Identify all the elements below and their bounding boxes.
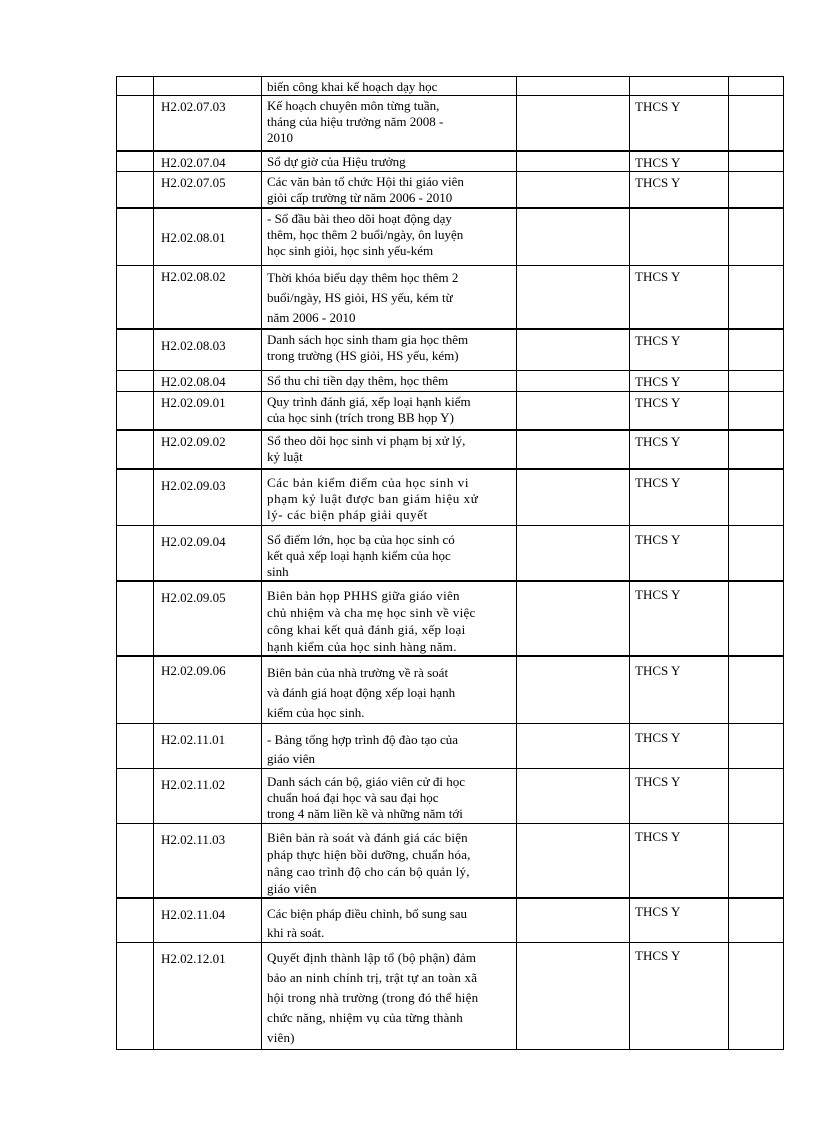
code-cell: H2.02.09.05 — [154, 581, 262, 656]
table-row — [117, 525, 784, 581]
code-cell: H2.02.11.01 — [154, 724, 262, 769]
code-cell: H2.02.09.06 — [154, 656, 262, 724]
table-row — [117, 581, 784, 656]
remark-cell — [729, 96, 784, 151]
index-cell — [117, 525, 154, 581]
index-cell — [117, 208, 154, 265]
description-cell: Các văn bản tổ chức Hội thi giáo viên giỏi cấp trường từ năm 2006 - 2010 — [262, 171, 517, 208]
table-row — [117, 265, 784, 329]
notes-cell — [517, 265, 630, 329]
level-cell: THCS Y — [630, 370, 729, 391]
code-cell: H2.02.08.01 — [154, 208, 262, 265]
remark-cell — [729, 77, 784, 96]
index-cell — [117, 77, 154, 96]
remark-cell — [729, 430, 784, 469]
table-row — [117, 208, 784, 265]
level-cell: THCS Y — [630, 171, 729, 208]
notes-cell — [517, 769, 630, 824]
description-cell: Biên bản rà soát và đánh giá các biện pháp thực hiện bồi dưỡng, chuẩn hóa, nâng cao trình độ cho cán bộ quản lý, giáo viên — [262, 824, 517, 899]
table-row — [117, 391, 784, 430]
index-cell — [117, 265, 154, 329]
table-row — [117, 656, 784, 724]
description-cell: Các biện pháp điều chỉnh, bổ sung sau khi rà soát. — [262, 898, 517, 943]
description-cell: Sổ dự giờ của Hiệu trưởng — [262, 151, 517, 172]
code-cell — [154, 77, 262, 96]
index-cell — [117, 370, 154, 391]
level-cell: THCS Y — [630, 391, 729, 430]
table-row — [117, 469, 784, 525]
notes-cell — [517, 656, 630, 724]
index-cell — [117, 171, 154, 208]
index-cell — [117, 769, 154, 824]
description-cell: - Sổ đầu bài theo dõi hoạt động dạy thêm, học thêm 2 buổi/ngày, ôn luyện học sinh giỏi, học sinh yếu-kém — [262, 208, 517, 265]
notes-cell — [517, 391, 630, 430]
description-cell: Quy trình đánh giá, xếp loại hạnh kiểm của học sinh (trích trong BB họp Y) — [262, 391, 517, 430]
level-cell: THCS Y — [630, 898, 729, 943]
notes-cell — [517, 898, 630, 943]
notes-cell — [517, 151, 630, 172]
code-cell: H2.02.09.01 — [154, 391, 262, 430]
notes-cell — [517, 329, 630, 370]
table-row — [117, 898, 784, 943]
table-row — [117, 769, 784, 824]
remark-cell — [729, 724, 784, 769]
description-cell: Biên bản họp PHHS giữa giáo viên chủ nhiệm và cha mẹ học sinh về việc công khai kết quả đánh giá, xếp loại hạnh kiểm của học sinh hàng năm. — [262, 581, 517, 656]
table-row — [117, 370, 784, 391]
code-cell: H2.02.07.05 — [154, 171, 262, 208]
description-cell: Sổ điểm lớn, học bạ của học sinh có kết quả xếp loại hạnh kiểm của học sinh — [262, 525, 517, 581]
remark-cell — [729, 581, 784, 656]
description-cell: Sổ thu chi tiền dạy thêm, học thêm — [262, 370, 517, 391]
notes-cell — [517, 430, 630, 469]
remark-cell — [729, 943, 784, 1050]
table-body — [117, 77, 784, 1050]
remark-cell — [729, 898, 784, 943]
notes-cell — [517, 824, 630, 899]
notes-cell — [517, 96, 630, 151]
level-cell — [630, 77, 729, 96]
notes-cell — [517, 525, 630, 581]
level-cell: THCS Y — [630, 656, 729, 724]
description-cell: Kế hoạch chuyên môn từng tuần, tháng của hiệu trưởng năm 2008 - 2010 — [262, 96, 517, 151]
level-cell: THCS Y — [630, 525, 729, 581]
description-cell: Danh sách cán bộ, giáo viên cử đi học chuẩn hoá đại học và sau đại học trong 4 năm liền kề và những năm tới — [262, 769, 517, 824]
code-cell: H2.02.09.03 — [154, 469, 262, 525]
index-cell — [117, 391, 154, 430]
remark-cell — [729, 370, 784, 391]
remark-cell — [729, 208, 784, 265]
level-cell: THCS Y — [630, 96, 729, 151]
remark-cell — [729, 151, 784, 172]
table-row — [117, 77, 784, 96]
remark-cell — [729, 329, 784, 370]
description-cell: Thời khóa biểu dạy thêm học thêm 2 buổi/ngày, HS giỏi, HS yếu, kém từ năm 2006 - 2010 — [262, 265, 517, 329]
notes-cell — [517, 469, 630, 525]
table-row — [117, 329, 784, 370]
level-cell: THCS Y — [630, 469, 729, 525]
remark-cell — [729, 469, 784, 525]
table-row — [117, 151, 784, 172]
index-cell — [117, 430, 154, 469]
notes-cell — [517, 77, 630, 96]
level-cell: THCS Y — [630, 769, 729, 824]
table-row — [117, 943, 784, 1050]
evidence-table — [116, 76, 784, 1050]
table-row — [117, 171, 784, 208]
level-cell: THCS Y — [630, 943, 729, 1050]
code-cell: H2.02.09.02 — [154, 430, 262, 469]
code-cell: H2.02.11.04 — [154, 898, 262, 943]
index-cell — [117, 329, 154, 370]
description-cell: biến công khai kế hoạch dạy học — [262, 77, 517, 96]
level-cell: THCS Y — [630, 824, 729, 899]
notes-cell — [517, 581, 630, 656]
level-cell: THCS Y — [630, 329, 729, 370]
index-cell — [117, 151, 154, 172]
table-row — [117, 430, 784, 469]
index-cell — [117, 581, 154, 656]
index-cell — [117, 469, 154, 525]
level-cell: THCS Y — [630, 724, 729, 769]
remark-cell — [729, 265, 784, 329]
index-cell — [117, 724, 154, 769]
level-cell: THCS Y — [630, 430, 729, 469]
notes-cell — [517, 171, 630, 208]
notes-cell — [517, 370, 630, 391]
description-cell: - Bảng tổng hợp trình độ đào tạo của giáo viên — [262, 724, 517, 769]
description-cell: Quyết định thành lập tổ (bộ phận) đảm bảo an ninh chính trị, trật tự an toàn xã hội trong nhà trường (trong đó thể hiện chức năng, nhiệm vụ của từng thành viên) — [262, 943, 517, 1050]
index-cell — [117, 824, 154, 899]
table-row — [117, 824, 784, 899]
remark-cell — [729, 525, 784, 581]
level-cell — [630, 208, 729, 265]
code-cell: H2.02.09.04 — [154, 525, 262, 581]
description-cell: Biên bản của nhà trường về rà soát và đánh giá hoạt động xếp loại hạnh kiểm của học sinh. — [262, 656, 517, 724]
remark-cell — [729, 391, 784, 430]
index-cell — [117, 656, 154, 724]
code-cell: H2.02.08.03 — [154, 329, 262, 370]
level-cell: THCS Y — [630, 265, 729, 329]
code-cell: H2.02.07.03 — [154, 96, 262, 151]
evidence-table-container — [116, 76, 765, 1050]
level-cell: THCS Y — [630, 151, 729, 172]
description-cell: Danh sách học sinh tham gia học thêm trong trường (HS giỏi, HS yếu, kém) — [262, 329, 517, 370]
index-cell — [117, 898, 154, 943]
description-cell: Sổ theo dõi học sinh vi phạm bị xử lý, kỷ luật — [262, 430, 517, 469]
notes-cell — [517, 208, 630, 265]
code-cell: H2.02.12.01 — [154, 943, 262, 1050]
remark-cell — [729, 171, 784, 208]
notes-cell — [517, 724, 630, 769]
code-cell: H2.02.08.02 — [154, 265, 262, 329]
code-cell: H2.02.11.02 — [154, 769, 262, 824]
remark-cell — [729, 824, 784, 899]
code-cell: H2.02.11.03 — [154, 824, 262, 899]
remark-cell — [729, 769, 784, 824]
level-cell: THCS Y — [630, 581, 729, 656]
index-cell — [117, 96, 154, 151]
code-cell: H2.02.08.04 — [154, 370, 262, 391]
remark-cell — [729, 656, 784, 724]
table-row — [117, 724, 784, 769]
code-cell: H2.02.07.04 — [154, 151, 262, 172]
description-cell: Các bản kiểm điểm của học sinh vi phạm kỷ luật được ban giám hiệu xử lý- các biện pháp giải quyết — [262, 469, 517, 525]
notes-cell — [517, 943, 630, 1050]
index-cell — [117, 943, 154, 1050]
table-row — [117, 96, 784, 151]
